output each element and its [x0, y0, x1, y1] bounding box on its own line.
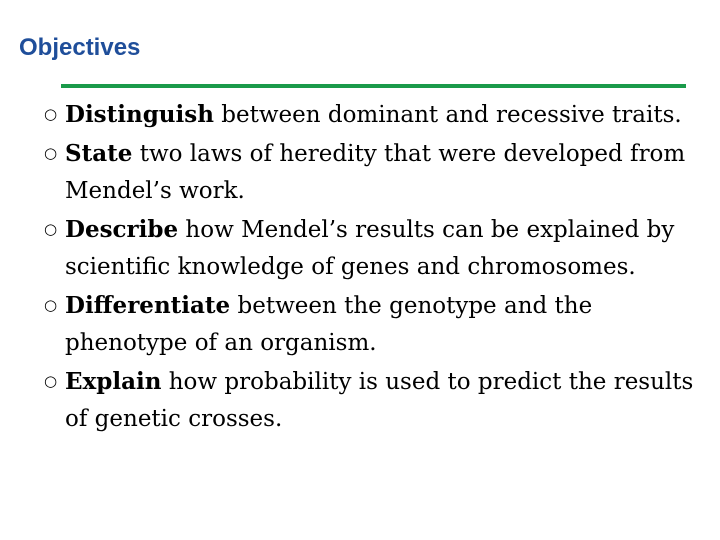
- objective-keyword: Explain: [65, 367, 162, 395]
- title-divider: [61, 84, 686, 88]
- hollow-circle-bullet-icon: ○: [44, 143, 58, 162]
- objective-keyword: Describe: [65, 215, 179, 243]
- objectives-list: [44, 96, 704, 439]
- objective-item: [44, 363, 704, 439]
- slide-title: Objectives: [19, 34, 141, 61]
- objective-text: how probability is used to predict the results of genetic crosses.: [65, 368, 694, 432]
- objective-item: [44, 135, 704, 211]
- objective-keyword: State: [65, 139, 133, 167]
- objective-item: [44, 96, 704, 135]
- objective-text: two laws of heredity that were developed from Mendel’s work.: [65, 140, 686, 204]
- objective-keyword: Distinguish: [65, 101, 214, 128]
- hollow-circle-bullet-icon: ○: [44, 371, 58, 390]
- objective-item: [44, 287, 704, 363]
- objective-text: between the genotype and the phenotype of an organism.: [65, 292, 593, 356]
- objective-text: between dominant and recessive traits.: [213, 102, 682, 128]
- objective-text: how Mendel’s results can be explained by scientific knowledge of genes and chromosomes.: [65, 216, 675, 280]
- objective-item: [44, 211, 704, 287]
- objective-keyword: Differentiate: [65, 291, 231, 319]
- hollow-circle-bullet-icon: ○: [44, 219, 58, 238]
- hollow-circle-bullet-icon: ○: [44, 105, 58, 123]
- hollow-circle-bullet-icon: ○: [44, 295, 58, 314]
